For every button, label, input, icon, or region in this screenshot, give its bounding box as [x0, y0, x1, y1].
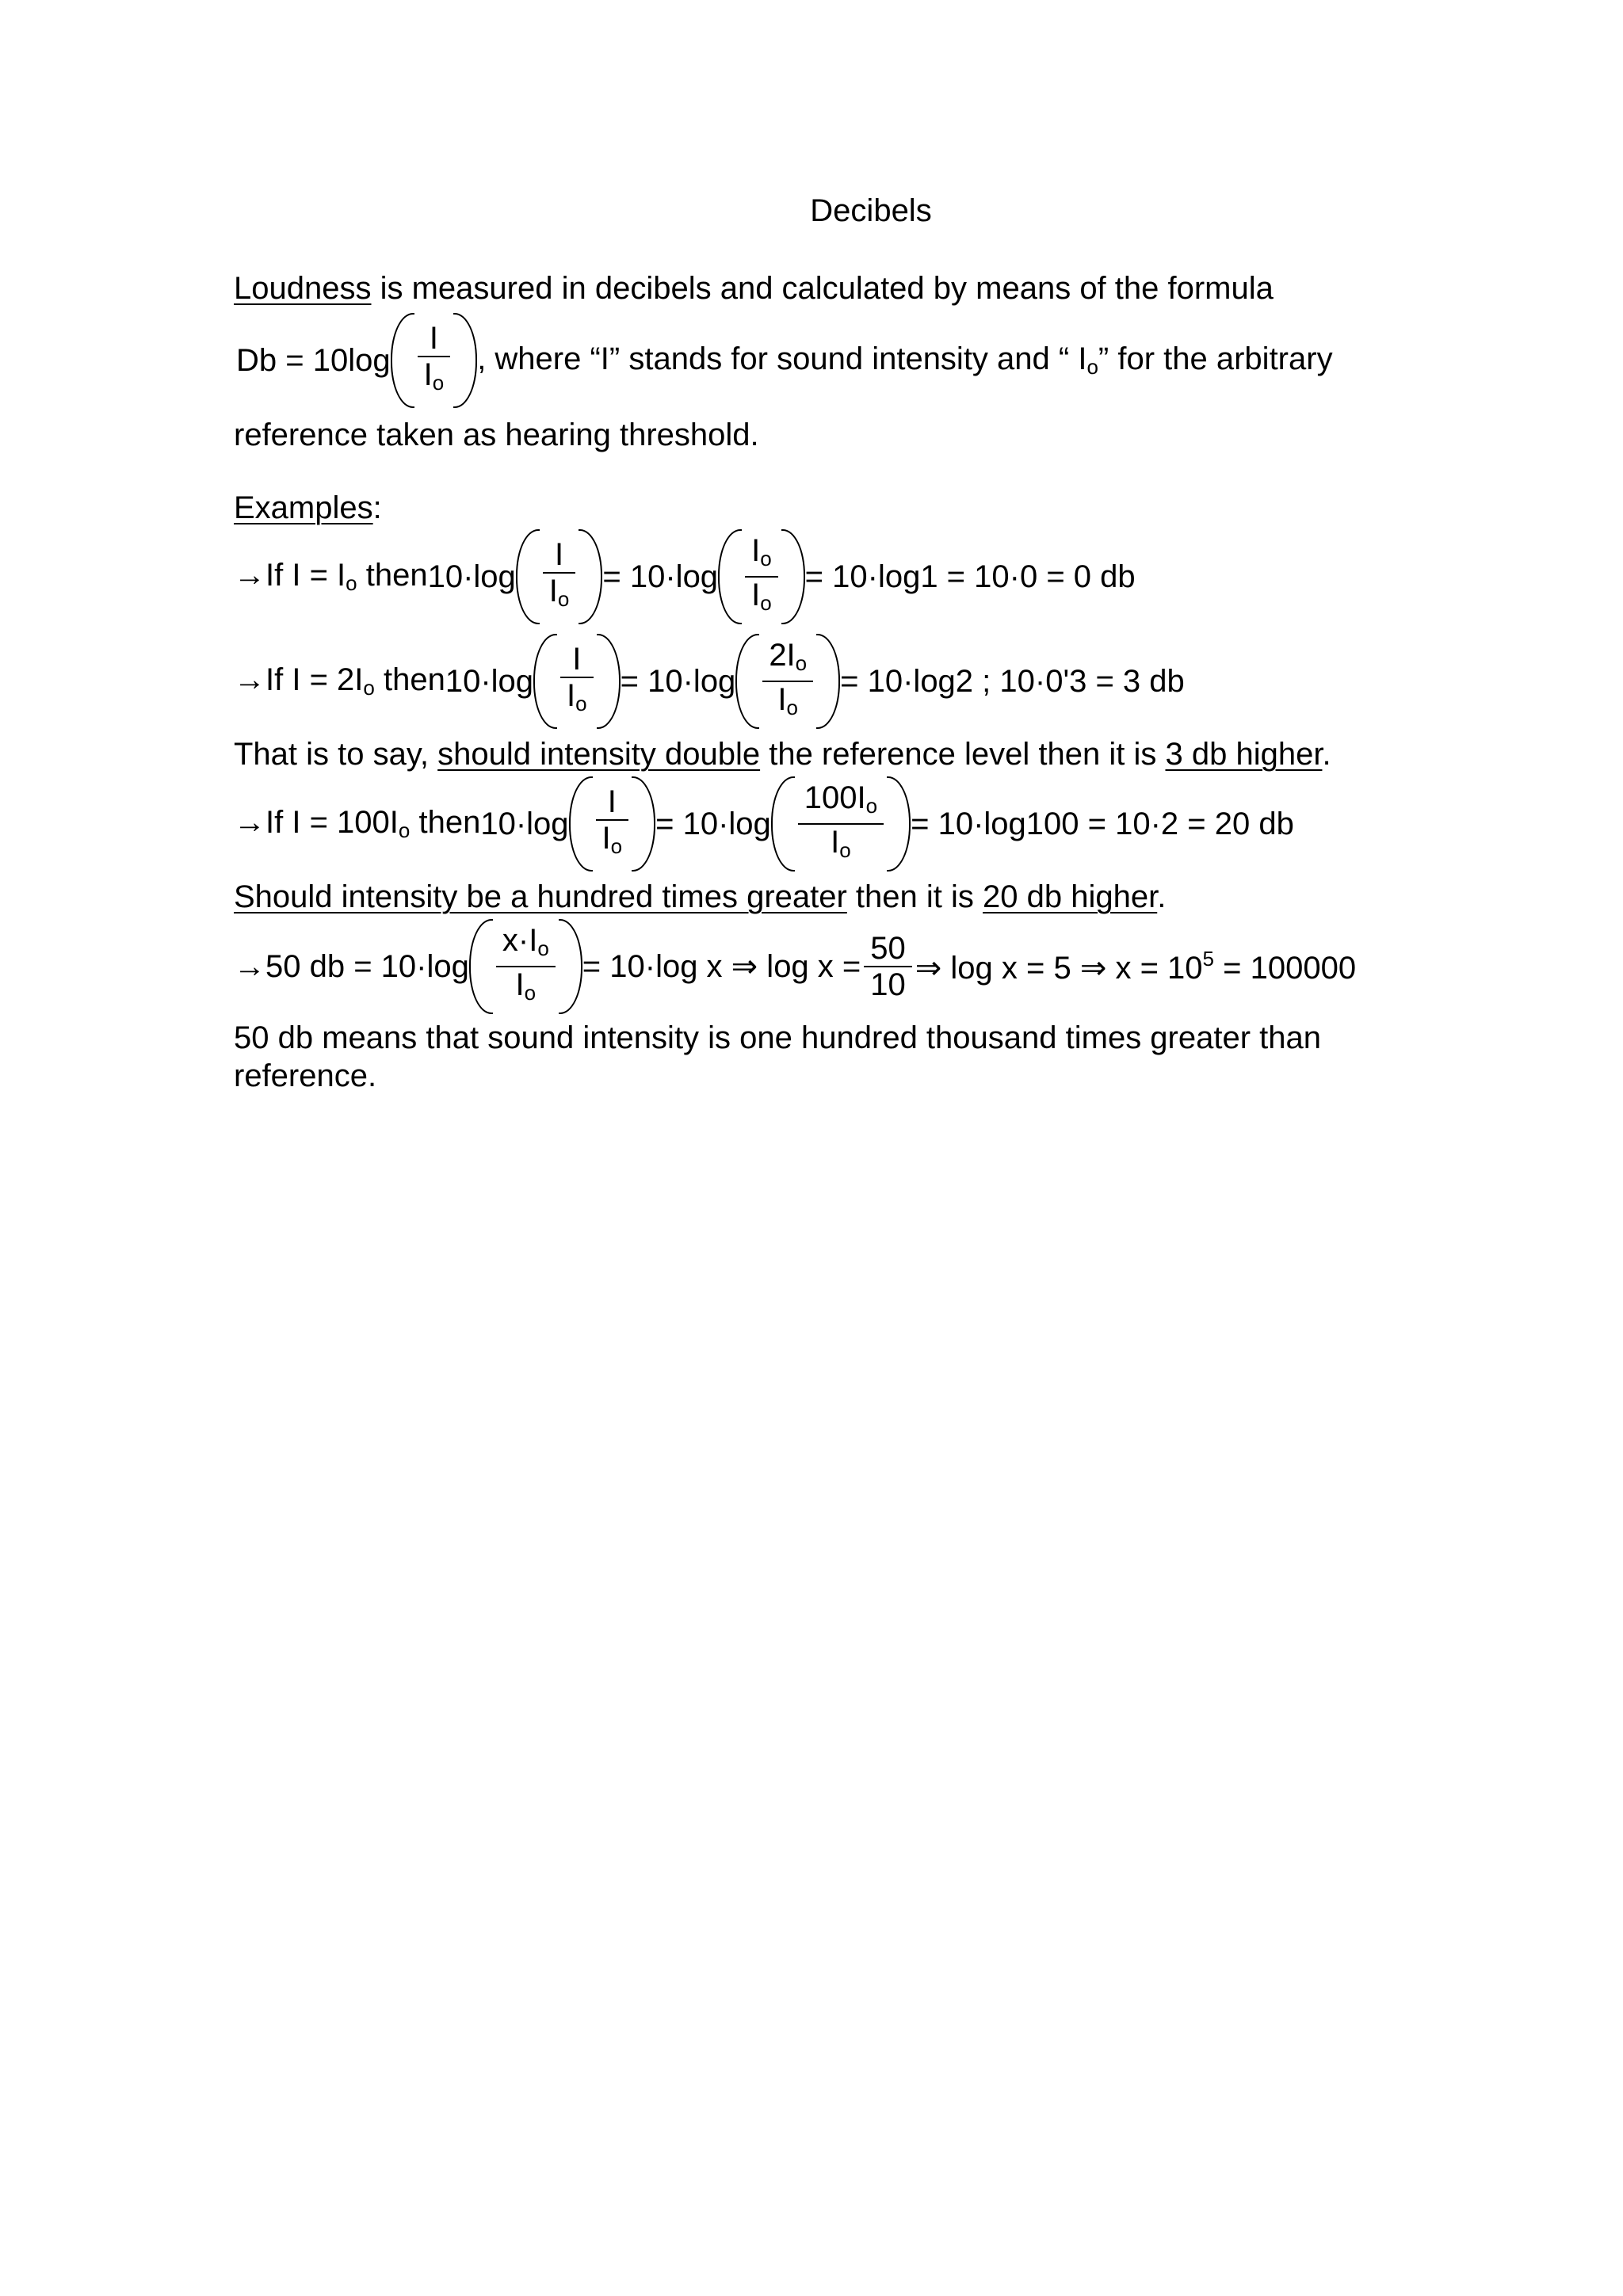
- example-1-fraction-2: $\frac{I_o}{I_o}$: [745, 533, 778, 620]
- left-paren: [735, 634, 759, 729]
- example-1-result: = 10·log1 = 10·0 = 0 db: [804, 559, 1136, 594]
- sentence-double: That is to say, should intensity double the reference level then it is 3 db higher.: [234, 737, 1331, 772]
- conclusion-line-1: 50 db means that sound intensity is one hundred thousand times greater than: [234, 1020, 1322, 1055]
- left-paren: [391, 313, 414, 408]
- right-paren: [781, 529, 805, 624]
- example-4-lhs: →50 db = 10·log: [234, 948, 469, 984]
- formula-description: , where “I” stands for sound intensity and “ $I_o$” for the arbitrary: [477, 341, 1333, 379]
- examples-heading: Examples:: [234, 490, 382, 525]
- left-paren: [533, 634, 557, 729]
- right-paren: [579, 529, 602, 624]
- right-paren: [559, 919, 582, 1014]
- left-paren: [569, 776, 593, 871]
- formula-lhs: Db = 10log: [236, 342, 391, 378]
- loudness-term: Loudness: [234, 271, 372, 306]
- formula-fraction: [418, 321, 451, 400]
- intro-line-1-text: is measured in decibels and calculated by means of the formula: [371, 271, 1274, 306]
- example-2-fraction-1: $\frac{I}{I_o}$: [560, 642, 594, 721]
- right-paren: [632, 776, 655, 871]
- right-paren: [816, 634, 840, 729]
- left-paren: [771, 776, 795, 871]
- example-2-log: 10·log: [445, 663, 534, 699]
- example-4-fraction-2: $\frac{50}{10}$: [864, 931, 912, 1002]
- formula-line: [236, 313, 1333, 408]
- example-2-result: = 10·log2 ; 10·0'3 = 3 db: [840, 663, 1185, 699]
- sentence-hundred: Should intensity be a hundred times greater then it is 20 db higher.: [234, 879, 1167, 914]
- example-3-log: 10·log: [480, 806, 569, 841]
- example-1-condition: →If $I = I_o$ then: [234, 558, 428, 595]
- page-title: Decibels: [810, 193, 932, 228]
- right-paren: [887, 776, 911, 871]
- example-2-fraction-2: $\frac{2I_o}{I_o}$: [762, 638, 813, 725]
- example-4-fraction-1: $\frac{x\cdot I_o}{I_o}$: [496, 923, 556, 1010]
- example-3-fraction-1: $\frac{I}{I_o}$: [596, 784, 629, 864]
- example-4-equals: = 10·log x ⇒ log x =: [582, 949, 861, 984]
- right-paren: [597, 634, 621, 729]
- left-paren: [469, 919, 493, 1014]
- example-1-fraction-1: $\frac{I}{I_o}$: [543, 537, 576, 616]
- intro-line-3: reference taken as hearing threshold.: [234, 418, 759, 452]
- example-4: [234, 919, 1356, 1014]
- example-1-equals: = 10·log: [602, 559, 719, 594]
- fraction-denominator: $I_o$: [418, 356, 451, 400]
- example-2: [234, 634, 1185, 729]
- right-paren: [453, 313, 477, 408]
- example-1: [234, 529, 1136, 624]
- example-2-equals: = 10·log: [620, 663, 736, 699]
- example-3: [234, 776, 1294, 871]
- example-3-result: = 10·log100 = 10·2 = 20 db: [911, 806, 1294, 841]
- conclusion-line-2: reference.: [234, 1058, 377, 1093]
- example-3-fraction-2: $\frac{100I_o}{I_o}$: [798, 780, 884, 868]
- example-3-equals: = 10·log: [655, 806, 771, 841]
- left-paren: [516, 529, 540, 624]
- example-2-condition: →If $I = 2I_o$ then: [234, 662, 445, 700]
- intro-line-1: [234, 269, 1274, 307]
- example-1-log: 10·log: [427, 559, 516, 594]
- example-4-result: ⇒ log x = 5 ⇒ $x = 10^5 = 100000$: [915, 947, 1357, 986]
- fraction-numerator: I: [429, 321, 438, 356]
- example-3-condition: →If $I = 100I_o$ then: [234, 805, 481, 842]
- left-paren: [718, 529, 742, 624]
